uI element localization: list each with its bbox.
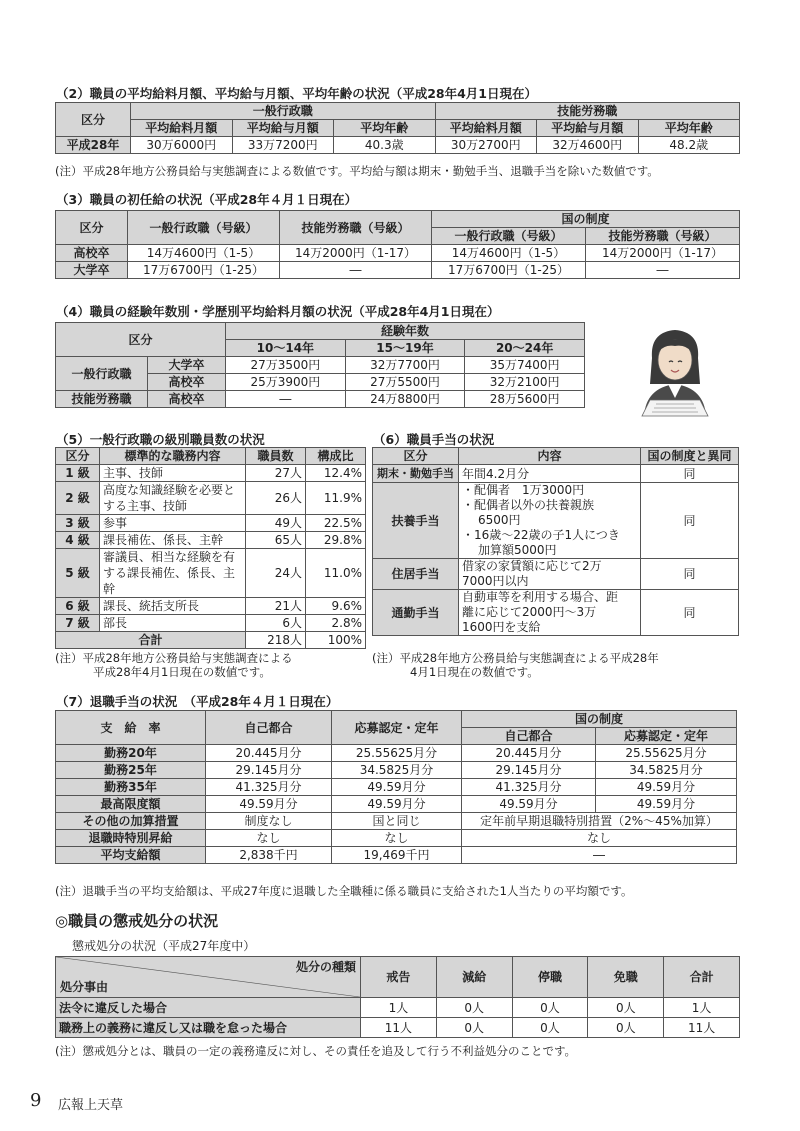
header-year: 10～14年 [226,340,346,357]
table-row [56,998,740,1018]
cell: 28万5600円 [465,391,585,408]
row-label: 平成28年 [56,137,131,154]
cell: 参事 [100,515,246,532]
starting-salary-table [55,210,740,279]
cell: 48.2歳 [638,137,740,154]
table-row [56,391,585,408]
row-label: 平均支給額 [56,847,206,864]
table-row [56,598,366,615]
header-menshoku: 免職 [588,957,664,998]
cell: 49人 [246,515,306,532]
cell: 0人 [588,1018,664,1038]
page-number: 9 [30,1090,42,1111]
header-teishoku: 停職 [512,957,588,998]
allowance-label: 扶養手当 [373,483,459,559]
content-line: ・16歳～22歳の子1人につき [462,528,620,542]
section6-note-2: 4月1日現在の数値です。 [410,665,539,679]
experience-salary-table [55,322,585,408]
cell: 218人 [246,632,306,649]
cell: 49.59月分 [206,796,332,813]
row-label: 退職時特別昇給 [56,830,206,847]
header-kyuryo: 平均給料月額 [131,120,233,137]
grade-label: 5 級 [56,549,100,598]
diagonal-header [56,957,360,997]
cell: 11.9% [306,482,366,515]
edu-label: 高校卒 [148,391,226,408]
cell: 0人 [512,1018,588,1038]
content-line: ・配偶者以外の扶養親族 [462,498,595,512]
table-row [56,245,740,262]
row-label: 職務上の義務に違反し又は職を怠った場合 [56,1018,361,1038]
header-naiyou: 標準的な職務内容 [100,448,246,465]
section8-note: (注）懲戒処分とは、職員の一定の義務違反に対し、その責任を追及して行う不利益処分のことです。 [55,1044,577,1058]
cell: 65人 [246,532,306,549]
cell: 課長、統括支所長 [100,598,246,615]
grade-label: 7 級 [56,615,100,632]
row-label: 勤務25年 [56,762,206,779]
cell: 35万7400円 [465,357,585,374]
cell: 49.59月分 [332,796,462,813]
cell: 21人 [246,598,306,615]
cell: 同 [641,465,739,483]
total-row [56,632,366,649]
salary-table [55,102,740,154]
table-row [56,762,737,779]
discipline-table [55,956,740,1038]
cell: 1人 [361,998,437,1018]
cell: 24万8800円 [345,391,465,408]
cell: なし [332,830,462,847]
staff-illustration [630,318,720,418]
header-ippan: 一般行政職（号級） [128,211,280,245]
table-row [56,515,366,532]
cell: 41.325月分 [206,779,332,796]
header-jiyu: 処分事由 [60,980,109,994]
header-ratio: 構成比 [306,448,366,465]
header-gino: 技能労務職 [435,103,740,120]
table-row [56,482,366,515]
discipline-subtitle: 懲戒処分の状況（平成27年度中） [72,939,256,953]
grade-staff-table [55,447,366,649]
table-row [56,137,740,154]
header-nenrei: 平均年齢 [334,120,436,137]
content-line: 自動車等を利用する場合、距 [462,590,619,604]
table-row [56,1018,740,1038]
cell: 1人 [664,998,740,1018]
table-row [373,465,739,483]
cell: 100% [306,632,366,649]
cell: 同 [641,590,739,636]
table-row [56,796,737,813]
header-total: 合計 [664,957,740,998]
header-keiken: 経験年数 [226,323,585,340]
header-kubun: 区分 [56,211,128,245]
cell: 12.4% [306,465,366,482]
cell: 49.59月分 [596,779,737,796]
header-shurui: 処分の種類 [295,960,356,974]
header-genkyu: 減給 [436,957,512,998]
content-line: 7000円以内 [462,574,529,588]
header-kuni-oubo: 応募認定・定年 [596,728,737,745]
cell: 部長 [100,615,246,632]
cell: 34.5825月分 [332,762,462,779]
cell: 14万2000円（1-17） [280,245,432,262]
cell: 14万4600円（1-5） [432,245,586,262]
cell: 49.59月分 [596,796,737,813]
cell: 14万4600円（1-5） [128,245,280,262]
cell: ― [226,391,346,408]
cell: 24人 [246,549,306,598]
cell: 国と同じ [332,813,462,830]
header-count: 職員数 [246,448,306,465]
cell: 27万3500円 [226,357,346,374]
content-line: ・配偶者 1万3000円 [462,483,585,497]
cell: なし [206,830,332,847]
cell: なし [462,830,737,847]
header-kuni-jiko: 自己都合 [462,728,596,745]
header-oubo: 応募認定・定年 [332,711,462,745]
cell: 26人 [246,482,306,515]
cell: 0人 [436,998,512,1018]
table-row [56,745,737,762]
edu-label: 大学卒 [148,357,226,374]
table-row [56,549,366,598]
header-kuni-gino: 技能労務職（号級） [586,228,740,245]
grade-label: 6 級 [56,598,100,615]
row-label: 大学卒 [56,262,128,279]
cell: 同 [641,483,739,559]
content-line: 離に応じて2000円～3万 [462,605,597,619]
cell: 9.6% [306,598,366,615]
header-kyuyo: 平均給与月額 [537,120,639,137]
cell: 2.8% [306,615,366,632]
cell: 17万6700円（1-25） [432,262,586,279]
section7-note: (注）退職手当の平均支給額は、平成27年度に退職した全職種に係る職員に支給された1人当たりの平均額です。 [55,884,633,898]
section3-title: （3）職員の初任給の状況（平成28年４月１日現在） [56,192,358,207]
cell: 6人 [246,615,306,632]
allowance-label: 通勤手当 [373,590,459,636]
cell: 32万2100円 [465,374,585,391]
cell: 32万4600円 [537,137,639,154]
cell: 高度な知識経験を必要とする主事、技師 [100,482,246,515]
cell: 0人 [588,998,664,1018]
cell: 定年前早期退職特別措置（2%～45%加算） [462,813,737,830]
section4-title: （4）職員の経験年数別・学歴別平均給料月額の状況（平成28年4月1日現在） [56,304,500,319]
group-label: 技能労務職 [56,391,148,408]
cell: ― [586,262,740,279]
section6-note-1: (注）平成28年地方公務員給与実態調査による平成28年 [372,651,659,665]
header-gino: 技能労務職（号級） [280,211,432,245]
cell: 0人 [512,998,588,1018]
cell: 11.0% [306,549,366,598]
grade-label: 2 級 [56,482,100,515]
cell: 49.59月分 [332,779,462,796]
total-label: 合計 [56,632,246,649]
table-row [373,559,739,590]
cell: 主事、技師 [100,465,246,482]
section2-title: （2）職員の平均給料月額、平均給与月額、平均年齢の状況（平成28年4月1日現在） [56,86,537,101]
cell: ― [462,847,737,864]
cell: 20.445月分 [206,745,332,762]
table-row [56,615,366,632]
header-naiyou: 内容 [459,448,641,465]
header-kubun: 区分 [56,323,226,357]
header-kyuyo: 平均給与月額 [232,120,334,137]
cell: 20.445月分 [462,745,596,762]
section5-note-2: 平成28年4月1日現在の数値です。 [93,665,271,679]
row-label: 勤務20年 [56,745,206,762]
cell: 40.3歳 [334,137,436,154]
section7-title: （7）退職手当の状況 （平成28年４月１日現在） [56,694,339,709]
cell: 30万2700円 [435,137,537,154]
table-row [56,532,366,549]
content-line: 借家の家賃額に応じて2万 [462,559,602,573]
row-label: その他の加算措置 [56,813,206,830]
retirement-table [55,710,737,864]
header-kaikoku: 戒告 [361,957,437,998]
cell: 41.325月分 [462,779,596,796]
header-kuni: 国の制度 [462,711,737,728]
grade-label: 1 級 [56,465,100,482]
cell: 17万6700円（1-25） [128,262,280,279]
row-label: 高校卒 [56,245,128,262]
section5-title: （5）一般行政職の級別職員数の状況 [56,432,265,447]
cell: 29.145月分 [206,762,332,779]
cell: 2,838千円 [206,847,332,864]
cell: 29.8% [306,532,366,549]
header-idou: 国の制度と異同 [641,448,739,465]
section2-note: (注）平成28年地方公務員給与実態調査による数値です。平均給与額は期末・勤勉手当、退職手当を除いた数値です。 [55,164,659,178]
cell: ― [280,262,432,279]
cell: 14万2000円（1-17） [586,245,740,262]
table-row [56,357,585,374]
cell: 34.5825月分 [596,762,737,779]
header-ippan: 一般行政職 [131,103,436,120]
table-row [56,813,737,830]
table-row [373,483,739,559]
cell: 32万7700円 [345,357,465,374]
group-label: 一般行政職 [56,357,148,391]
cell: 22.5% [306,515,366,532]
header-kuni: 国の制度 [432,211,740,228]
edu-label: 高校卒 [148,374,226,391]
header-year: 15～19年 [345,340,465,357]
cell: 25万3900円 [226,374,346,391]
grade-label: 3 級 [56,515,100,532]
content-line: 6500円 [478,513,521,527]
cell: 同 [641,559,739,590]
row-label: 法令に違反した場合 [56,998,361,1018]
cell: 25.55625月分 [332,745,462,762]
cell: 33万7200円 [232,137,334,154]
header-kubun: 区分 [56,448,100,465]
content-line: 加算額5000円 [478,543,557,557]
section6-title: （6）職員手当の状況 [373,432,495,447]
cell: 年間4.2月分 [459,465,641,483]
table-row [56,779,737,796]
header-kyuryo: 平均給料月額 [435,120,537,137]
allowance-table [372,447,739,636]
cell: 19,469千円 [332,847,462,864]
content-line: 1600円を支給 [462,620,541,634]
cell: 30万6000円 [131,137,233,154]
header-kuni-ippan: 一般行政職（号級） [432,228,586,245]
allowance-label: 住居手当 [373,559,459,590]
section5-note-1: (注）平成28年地方公務員給与実態調査による [55,651,293,665]
header-rate: 支 給 率 [56,711,206,745]
grade-label: 4 級 [56,532,100,549]
cell: 審議員、相当な経験を有する課長補佐、係長、主幹 [100,549,246,598]
header-year: 20～24年 [465,340,585,357]
header-jiko: 自己都合 [206,711,332,745]
cell: 0人 [436,1018,512,1038]
row-label: 最高限度額 [56,796,206,813]
cell: 制度なし [206,813,332,830]
header-kubun: 区分 [373,448,459,465]
publication-name: 広報上天草 [58,1098,124,1113]
row-label: 勤務35年 [56,779,206,796]
cell: 27人 [246,465,306,482]
header-nenrei: 平均年齢 [638,120,740,137]
allowance-label: 期末・勤勉手当 [373,465,459,483]
cell: 27万5500円 [345,374,465,391]
discipline-title: ◎職員の懲戒処分の状況 [55,912,219,930]
cell: 11人 [664,1018,740,1038]
table-row [373,590,739,636]
cell: 49.59月分 [462,796,596,813]
header-kubun: 区分 [56,103,131,137]
table-row [56,262,740,279]
cell: 25.55625月分 [596,745,737,762]
cell: 11人 [361,1018,437,1038]
table-row [56,847,737,864]
cell: 29.145月分 [462,762,596,779]
table-row [56,465,366,482]
table-row [56,830,737,847]
cell: 課長補佐、係長、主幹 [100,532,246,549]
